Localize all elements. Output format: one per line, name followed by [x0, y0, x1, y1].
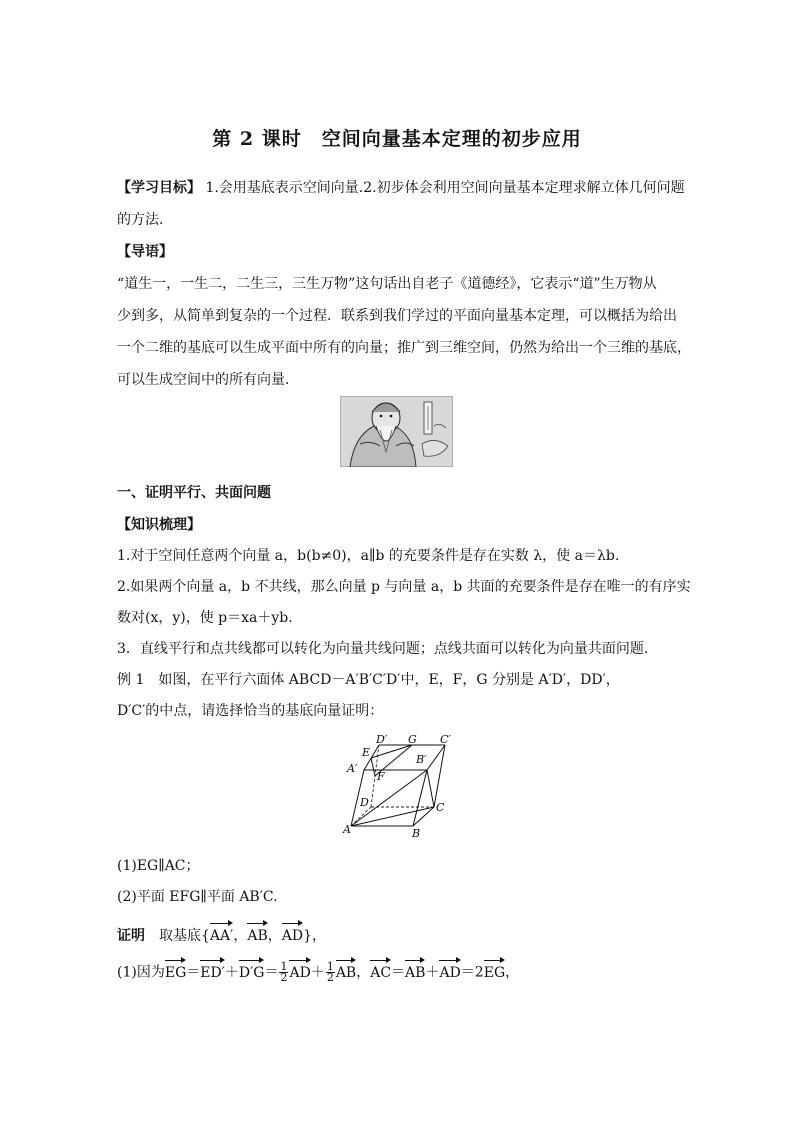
proof-label: 证明 — [117, 928, 145, 944]
plus: ＋ — [310, 964, 325, 981]
basis-end: }， — [303, 928, 326, 944]
proof-line-1 — [117, 962, 679, 983]
intro-paragraph-line: 一个二维的基底可以生成平面中所有的向量；推广到三维空间，仍然为给出一个三维的基底， — [117, 340, 691, 356]
knowledge-item-2-cont: 数对(x，y)，使 p＝xa＋yb. — [117, 610, 293, 626]
label-b-prime: B′ — [416, 753, 427, 766]
numerator: 1 — [326, 960, 334, 973]
label-g: G — [408, 733, 417, 746]
vector-ad: AD — [289, 964, 311, 981]
plus: ＋ — [425, 964, 440, 981]
vector-eg: EG — [164, 964, 187, 981]
example-1: 例 1 如图，在平行六面体 ABCD－A′B′C′D′中，E，F，G 分别是 A′D′，DD′， — [117, 672, 620, 688]
vector-ab: AB — [247, 928, 268, 944]
question-2: (2)平面 EFG∥平面 AB′C. — [117, 889, 278, 905]
knowledge-item-1: 1.对于空间任意两个向量 a，b(b≠0)，a∥b 的充要条件是存在实数 λ，使 a＝λb. — [117, 548, 620, 564]
laozi-illustration — [340, 396, 453, 467]
vector-d-prime-g: D′G — [238, 964, 265, 981]
objective-text-cont: 的方法． — [117, 212, 173, 228]
vector-ab: AB — [405, 964, 426, 981]
denominator: 2 — [326, 971, 334, 984]
intro-label: 【导语】 — [117, 244, 173, 260]
denominator: 2 — [280, 971, 288, 984]
numerator: 1 — [280, 960, 288, 973]
vector-ab: AB — [335, 964, 357, 981]
learning-objective — [117, 178, 685, 198]
vector-eg: EG — [483, 964, 506, 981]
label-c-prime: C′ — [440, 733, 451, 746]
knowledge-item-3: 3．直线平行和点共线都可以转化为向量共线问题；点线共面可以转化为向量共面问题． — [117, 641, 658, 657]
objective-text: 1.会用基底表示空间向量.2.初步体会利用空间向量基本定理求解立体几何问题 — [201, 180, 685, 196]
label-d: D — [360, 796, 369, 809]
equals-two: ＝2 — [460, 964, 484, 981]
proof-text: (1)因为 — [117, 964, 165, 981]
vector-ed-prime: ED′ — [200, 964, 225, 981]
page-title: 第 2 课时 空间向量基本定理的初步应用 — [212, 128, 582, 150]
vector-ad: AD — [439, 964, 461, 981]
parallelepiped-figure — [341, 731, 458, 843]
vector-ad: AD — [281, 928, 304, 944]
equals: ＝ — [264, 964, 279, 981]
separator: ， — [267, 928, 282, 944]
proof-basis-line — [117, 926, 679, 946]
label-f: F — [377, 770, 385, 783]
example-1-cont: D′C′的中点，请选择恰当的基底向量证明： — [117, 703, 384, 719]
knowledge-label: 【知识梳理】 — [117, 517, 201, 533]
intro-paragraph-line: 少到多，从简单到复杂的一个过程．联系到我们学过的平面向量基本定理，可以概括为给出 — [117, 308, 677, 324]
fraction-half — [326, 962, 335, 983]
intro-paragraph-line: 可以生成空间中的所有向量． — [117, 372, 299, 388]
plus: ＋ — [224, 964, 239, 981]
label-a: A — [343, 823, 351, 836]
label-e: E — [362, 746, 371, 759]
label-c: C — [436, 801, 445, 814]
intro-paragraph-line: “道生一，一生二，二生三，三生万物”这句话出自老子《道德经》，它表示“道”生万物从 — [117, 276, 657, 292]
question-1: (1)EG∥AC； — [117, 858, 200, 874]
equals: ＝ — [186, 964, 201, 981]
comma: ， — [356, 964, 371, 981]
objective-label: 【学习目标】 — [117, 180, 201, 196]
fraction-half — [279, 962, 288, 983]
label-b: B — [412, 827, 421, 840]
equals: ＝ — [391, 964, 406, 981]
proof-basis-text: 取基底{ — [145, 928, 210, 944]
label-d-prime: D′ — [376, 733, 388, 746]
separator: ， — [233, 928, 248, 944]
label-a-prime: A′ — [347, 762, 358, 775]
vector-ac: AC — [370, 964, 392, 981]
comma: ， — [505, 964, 520, 981]
vector-aa-prime: AA′ — [209, 928, 234, 944]
knowledge-item-2: 2.如果两个向量 a，b 不共线，那么向量 p 与向量 a，b 共面的充要条件是存在唯一的有序实 — [117, 579, 691, 595]
section-heading: 一、证明平行、共面问题 — [117, 485, 271, 501]
